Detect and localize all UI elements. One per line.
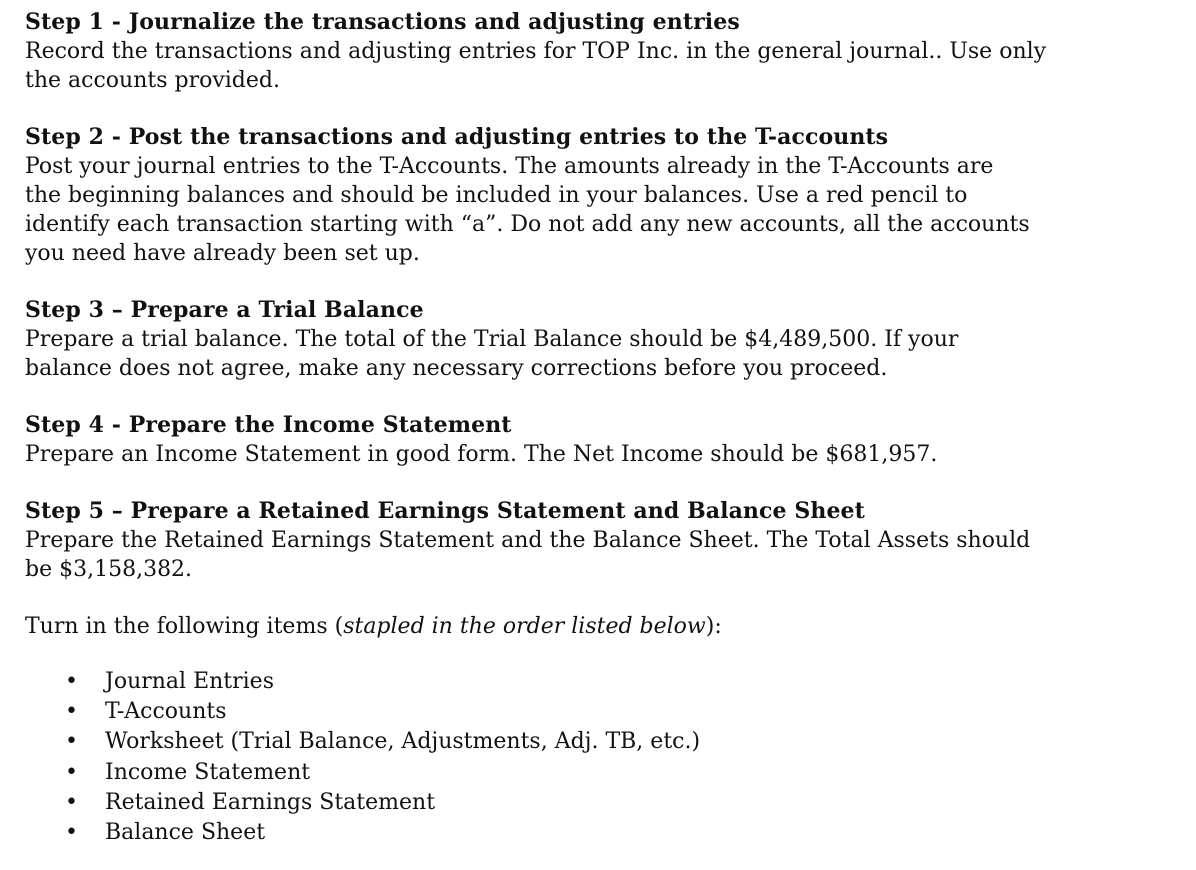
step-1-body [25,37,1175,95]
list-item [25,758,1175,788]
list-item [25,697,1175,727]
turn-in-instructions [25,612,1175,641]
list-item-label: Worksheet (Trial Balance, Adjustments, Adj. TB, etc.) [105,729,701,755]
bullet-icon: • [65,789,78,815]
step-5 [25,497,1175,584]
list-item [25,727,1175,757]
turn-in-list [25,667,1175,848]
step-1-line-1: Record the transactions and adjusting entries for TOP Inc. in the general journal.. Use only [25,39,1047,64]
step-2-body [25,152,1175,268]
step-4-line-1: Prepare an Income Statement in good form. The Net Income should be $681,957. [25,442,938,467]
turn-in-suffix: ): [705,614,722,639]
step-4-title: Step 4 - Prepare the Income Statement [25,412,512,438]
step-3 [25,296,1175,383]
step-4 [25,411,1175,469]
bullet-icon: • [65,820,78,846]
step-1-line-2: the accounts provided. [25,68,280,93]
list-item [25,788,1175,818]
step-3-body [25,325,1175,383]
turn-in-emphasis: stapled in the order listed below [343,614,706,639]
step-5-line-2: be $3,158,382. [25,557,193,582]
list-item-label: Retained Earnings Statement [105,789,436,815]
step-2-title: Step 2 - Post the transactions and adjusting entries to the T-accounts [25,124,889,150]
bullet-icon: • [65,759,78,785]
step-5-body [25,526,1175,584]
list-item-label: Journal Entries [105,669,274,694]
bullet-icon: • [65,729,78,755]
list-item-label: Balance Sheet [105,820,266,846]
step-1 [25,8,1175,95]
list-item [25,818,1175,848]
list-item-label: Income Statement [105,759,311,785]
step-2-line-2: the beginning balances and should be included in your balances. Use a red pencil to [25,183,968,208]
step-1-title: Step 1 - Journalize the transactions and adjusting entries [25,9,740,35]
step-3-line-1: Prepare a trial balance. The total of the Trial Balance should be $4,489,500. If your [25,327,959,352]
list-item-label: T-Accounts [105,699,227,725]
document-page [25,8,1175,848]
step-2-line-1: Post your journal entries to the T-Accounts. The amounts already in the T-Accounts are [25,154,994,179]
bullet-icon: • [65,699,78,725]
step-2-line-3: identify each transaction starting with “a”. Do not add any new accounts, all the accounts [25,212,1030,237]
step-3-title: Step 3 – Prepare a Trial Balance [25,297,424,323]
step-5-line-1: Prepare the Retained Earnings Statement and the Balance Sheet. The Total Assets should [25,528,1031,553]
turn-in-prefix: Turn in the following items ( [25,614,344,639]
bullet-icon: • [65,669,78,694]
step-2-line-4: you need have already been set up. [25,241,420,266]
list-item [25,667,1175,697]
step-3-line-2: balance does not agree, make any necessary corrections before you proceed. [25,356,888,381]
step-4-body [25,440,1175,469]
step-2 [25,123,1175,268]
step-5-title: Step 5 – Prepare a Retained Earnings Statement and Balance Sheet [25,498,865,524]
